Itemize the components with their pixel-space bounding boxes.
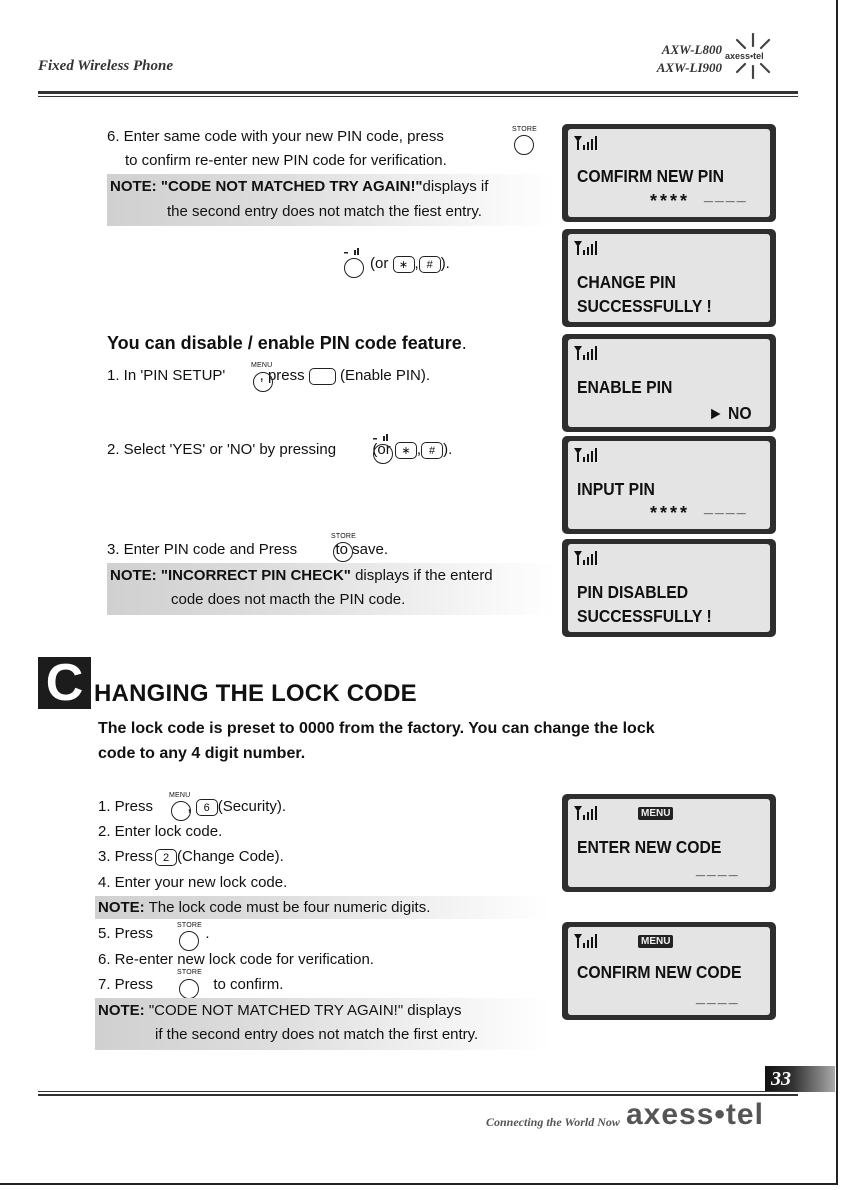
lock-step1-b: (Security). (217, 798, 287, 815)
step3-text-a: 3. Enter PIN code and Press (107, 541, 298, 558)
comma-3: , (187, 798, 192, 815)
lock-step7-a: 7. Press (98, 976, 154, 993)
lock-step5-a: 5. Press (98, 925, 154, 942)
menu-key-label-2: MENU (169, 792, 191, 799)
lcd-enter-new-code (562, 794, 776, 892)
hash-key-icon-2: # (421, 442, 443, 459)
or-keys-1 (370, 255, 450, 273)
note-incorrect-pin (107, 563, 555, 615)
signal-icon (573, 135, 599, 151)
lcd-line1: INPUT PIN (577, 479, 655, 499)
lcd-stars: **** (650, 503, 691, 523)
note-four-digits (95, 896, 550, 919)
lock-step5-b: . (205, 925, 210, 942)
comma-2: , (416, 441, 422, 458)
store-key-label-4: STORE (177, 969, 202, 976)
section-initial: C (38, 657, 91, 709)
store-key-icon-3 (179, 931, 199, 951)
menu-key-icon (253, 372, 273, 392)
header-rule-thin (38, 96, 798, 97)
lcd-menu-badge: MENU (638, 807, 673, 820)
note4-bold: NOTE: (98, 1002, 145, 1019)
or-label-2: (or (372, 441, 391, 458)
lcd-stars: **** (650, 191, 691, 211)
note3-bold: NOTE: (98, 899, 145, 916)
lock-step6: 6. Re-enter new lock code for verification. (98, 951, 374, 968)
lcd-enable-pin (562, 334, 776, 432)
lock-step3-b: (Change Code). (177, 848, 284, 865)
nav-key-icon-2 (373, 444, 393, 464)
nav-arrows-icon (342, 246, 366, 256)
store-key-icon (514, 135, 534, 155)
note2-rest: displays if the enterd (350, 567, 493, 584)
nav-arrows-icon-2 (371, 432, 395, 442)
disable-pin-heading (107, 333, 467, 354)
page-number: 33 (765, 1066, 835, 1092)
model-name-1: AXW-L800 (661, 42, 722, 57)
heading-dot: . (461, 333, 467, 353)
lcd-confirm-new-pin (562, 124, 776, 222)
key-6-icon: 6 (196, 799, 218, 816)
store-key-icon-2 (333, 542, 353, 562)
comma: , (414, 255, 419, 272)
close-paren-2: ). (443, 441, 453, 458)
lcd-confirm-new-code (562, 922, 776, 1020)
or-label: (or (370, 255, 389, 272)
note-code-not-matched-2 (95, 998, 550, 1050)
key-2-icon: 2 (155, 849, 177, 866)
hash-key-icon: # (419, 256, 441, 273)
footer-brand: axess•tel (626, 1098, 764, 1131)
axesstel-logo (725, 32, 778, 80)
store-key-label-3: STORE (177, 922, 202, 929)
note4-rest: "CODE NOT MATCHED TRY AGAIN!" displays (144, 1002, 462, 1019)
lock-step2: 2. Enter lock code. (98, 823, 223, 840)
lcd-dashes: ____ (704, 499, 748, 516)
lock-step7-b: to confirm. (213, 976, 284, 993)
footer-rule-thin (38, 1091, 798, 1092)
lcd-menu-badge: MENU (638, 935, 673, 948)
note2-bold: NOTE: "INCORRECT PIN CHECK" (110, 567, 351, 584)
lcd-line1: ENTER NEW CODE (577, 837, 722, 857)
note3-rest: The lock code must be four numeric digits. (144, 899, 431, 916)
menu-key-icon-2 (171, 801, 191, 821)
lcd-line2: SUCCESSFULLY ! (577, 296, 712, 316)
lcd-input-pin (562, 436, 776, 534)
note1-rest: displays if (422, 178, 489, 195)
lcd-dashes: ____ (696, 989, 740, 1006)
section-title: HANGING THE LOCK CODE (94, 680, 417, 707)
signal-icon (573, 345, 599, 361)
signal-icon (573, 447, 599, 463)
lcd-pin-disabled (562, 539, 776, 637)
lock-step1 (98, 798, 286, 816)
lcd-line2: ► NO (708, 403, 752, 423)
lcd-line1: ENABLE PIN (577, 377, 673, 397)
signal-icon (573, 933, 599, 949)
footer-rule (38, 1094, 798, 1096)
lock-intro-2: code to any 4 digit number. (98, 745, 306, 762)
lcd-line1: CONFIRM NEW CODE (577, 962, 742, 982)
note1-line2: the second entry does not match the fiest entry. (167, 203, 482, 220)
step2-text: 2. Select 'YES' or 'NO' by pressing (107, 441, 337, 458)
note-code-not-matched (107, 174, 555, 226)
lcd-change-pin-success (562, 229, 776, 327)
star-key-icon: ∗ (393, 256, 415, 273)
lock-step3 (98, 848, 284, 866)
footer-tagline: Connecting the World Now (486, 1115, 620, 1129)
star-key-icon-2: ∗ (395, 442, 417, 459)
step3-text-b: to save. (335, 541, 388, 558)
signal-icon (573, 240, 599, 256)
lcd-line1: COMFIRM NEW PIN (577, 166, 724, 186)
lock-step3-a: 3. Press (98, 848, 154, 865)
nav-key-icon (344, 258, 364, 278)
soft-key-icon (309, 368, 336, 385)
lock-intro-1: The lock code is preset to 0000 from the factory. You can change the lock (98, 720, 655, 737)
store-key-label: STORE (512, 126, 537, 133)
product-title: Fixed Wireless Phone (38, 58, 174, 74)
note4-line2: if the second entry does not match the first entry. (155, 1026, 479, 1043)
step1-text-b: , press (259, 367, 305, 384)
step1-text-c: (Enable PIN). (339, 367, 431, 384)
note2-line2: code does not macth the PIN code. (171, 591, 406, 608)
lcd-line1: PIN DISABLED (577, 582, 689, 602)
logo-text: axess•tel (725, 51, 764, 61)
model-name-2: AXW-LI900 (656, 60, 722, 75)
lcd-dashes: ____ (704, 187, 748, 204)
store-key-icon-4 (179, 979, 199, 999)
close-paren: ). (440, 255, 450, 272)
heading-text: You can disable / enable PIN code feature (107, 333, 462, 353)
signal-icon (573, 805, 599, 821)
lcd-dashes: ____ (696, 861, 740, 878)
header-rule (38, 91, 798, 94)
store-key-label-2: STORE (331, 533, 356, 540)
menu-key-label: MENU (251, 362, 273, 369)
pin-step2 (107, 441, 452, 459)
lock-step1-a: 1. Press (98, 798, 154, 815)
lcd-line2: SUCCESSFULLY ! (577, 606, 712, 626)
pin-step6-line2: to confirm re-enter new PIN code for verification. (125, 152, 447, 169)
lock-step4: 4. Enter your new lock code. (98, 874, 288, 891)
pin-step6-line1: 6. Enter same code with your new PIN code, press (107, 128, 444, 145)
signal-icon (573, 550, 599, 566)
note1-bold: NOTE: "CODE NOT MATCHED TRY AGAIN!" (110, 178, 423, 195)
lcd-line1: CHANGE PIN (577, 272, 676, 292)
step1-text-a: 1. In 'PIN SETUP' (107, 367, 226, 384)
